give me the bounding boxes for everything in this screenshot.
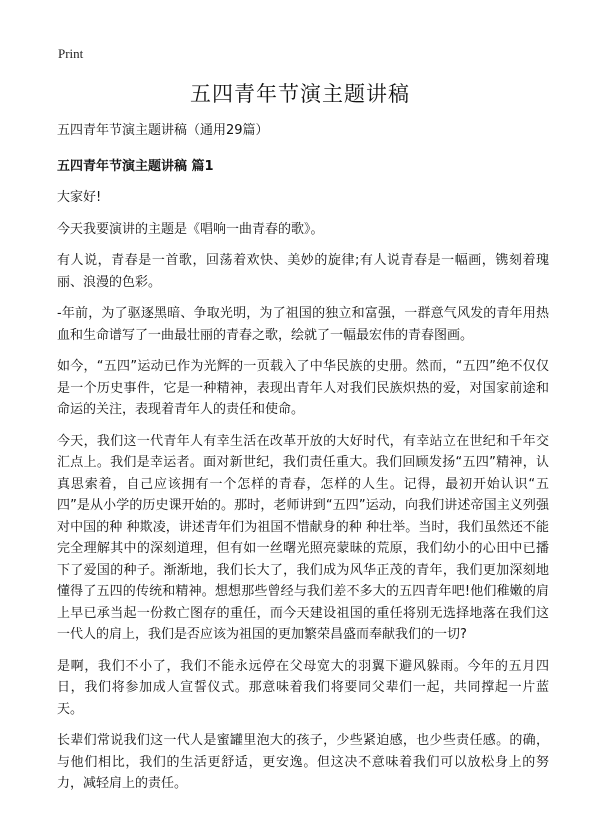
paragraph-may-fourth-spirit: 如今，“五四”运动已作为光辉的一页载入了中华民族的史册。然而，“五四”绝不仅仅是一个历史事件，它是一种精神，表现出青年人对我们民族炽热的爱，对国家前途和命运的关注，表现着青年人的责任和使命。 bbox=[57, 359, 549, 417]
paragraph-our-generation: 今天，我们这一代青年人有幸生活在改革开放的大好时代，有幸站立在世纪和千年交汇点上。我们是幸运者。面对新世纪，我们责任重大。我们回顾发扬“五四”精神，认真思索着，自己应该拥有一个怎样的青春，怎样的人生。记得，最初开始认识“五四”是从小学的历史课开始的。那时，老师讲到“五四”运动，向我们讲述帝国主义列强对中国的种 种欺凌，讲述青年们为祖国不惜献身的种 种壮举。当时，我们虽然还不能完全理解其中的深刻道理，但有如一丝曙光照亮蒙昧的荒原，我们幼小的心田中已播下了爱国的种子。渐渐地，我们长大了，我们成为风华正茂的青年，我们更加深刻地懂得了五四的传统和精神。想想那些曾经与我们差不多大的五四青年吧!他们稚嫩的肩上早已承当起一份救亡图存的重任，而今天建设祖国的重任将别无选择地落在我们这一代人的肩上，我们是否应该为祖国的更加繁荣昌盛而奉献我们的一切? bbox=[57, 433, 549, 642]
page-title: 五四青年节演主题讲稿 bbox=[190, 82, 410, 106]
paragraph-history: -年前，为了驱逐黑暗、争取光明，为了祖国的独立和富强，一群意气风发的青年用热血和生命谱写了一曲最壮丽的青春之歌，绘就了一幅最宏伟的青春图画。 bbox=[57, 306, 549, 343]
print-link[interactable]: Print bbox=[58, 46, 84, 61]
document-body bbox=[57, 120, 549, 805]
paragraph-topic: 今天我要演讲的主题是《唱响一曲青春的歌》。 bbox=[57, 221, 324, 237]
paragraph-coming-of-age: 是啊，我们不小了，我们不能永远停在父母宽大的羽翼下避风躲雨。今年的五月四日，我们将参加成人宣誓仪式。那意味着我们将要同父辈们一起，共同撑起一片蓝天。 bbox=[57, 658, 549, 717]
section-heading: 五四青年节演主题讲稿 篇1 bbox=[57, 158, 214, 174]
paragraph-responsibility: 长辈们常说我们这一代人是蜜罐里泡大的孩子，少些紧迫感，也少些责任感。的确，与他们相比，我们的生活更舒适，更安逸。但这决不意味着我们可以放松身上的努力，减轻肩上的责任。 bbox=[57, 733, 549, 791]
paragraph-youth-metaphor: 有人说，青春是一首歌，回荡着欢快、美妙的旋律;有人说青春是一幅画，镌刻着瑰丽、浪漫的色彩。 bbox=[57, 253, 549, 290]
paragraph-greeting: 大家好! bbox=[57, 190, 102, 205]
document-subtitle: 五四青年节演主题讲稿（通用29篇） bbox=[57, 123, 269, 138]
